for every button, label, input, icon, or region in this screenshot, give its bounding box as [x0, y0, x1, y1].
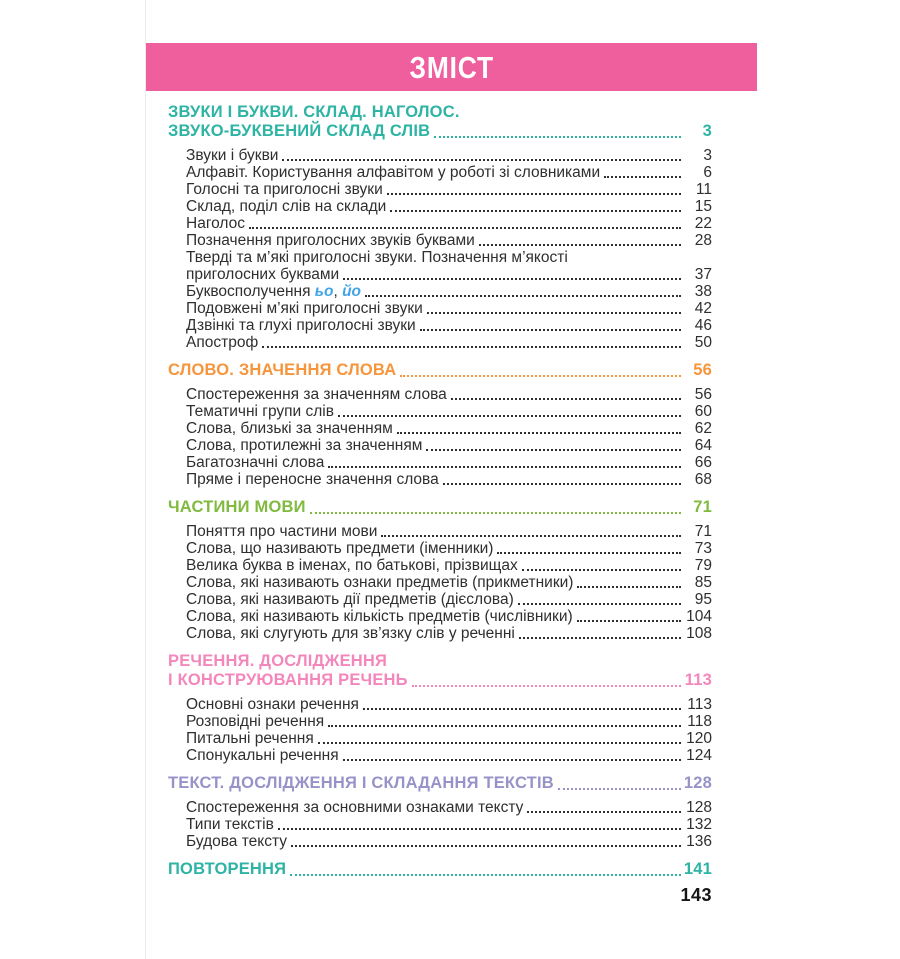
toc-entry-label: Розповідні речення — [186, 713, 325, 730]
page-ref: 64 — [694, 437, 712, 454]
page-ref: 113 — [687, 696, 712, 713]
dot-leader — [291, 845, 681, 847]
toc-entry-label: Слова, що називають предмети (іменники) — [186, 540, 494, 557]
toc-section — [168, 361, 712, 488]
dot-leader — [577, 620, 681, 622]
dot-leader — [522, 569, 681, 571]
section-page-ref: 128 — [683, 774, 712, 792]
toc-entry — [186, 147, 712, 164]
toc-entry-wrap-line — [186, 249, 712, 266]
dot-leader — [278, 828, 681, 830]
toc-entry-label: Спостереження за основними ознаками тексту — [186, 799, 524, 816]
toc-entry — [186, 713, 712, 730]
page-ref: 22 — [694, 215, 712, 232]
toc-entry-label: Звуки і букви — [186, 147, 279, 164]
dot-leader — [420, 329, 681, 331]
page-ref: 104 — [686, 608, 712, 625]
toc-items — [186, 386, 712, 488]
toc-entry — [186, 540, 712, 557]
toc-entry — [186, 471, 712, 488]
dot-leader — [310, 512, 681, 514]
dot-leader — [443, 483, 681, 485]
page-ref: 124 — [686, 747, 712, 764]
page-ref: 28 — [694, 232, 712, 249]
toc-entry — [186, 215, 712, 232]
dot-leader — [412, 685, 681, 687]
toc-entry — [186, 181, 712, 198]
toc-entry-label: Спостереження за значенням слова — [186, 386, 447, 403]
toc-section — [168, 774, 712, 850]
toc-entry — [186, 574, 712, 591]
section-page-ref: 113 — [684, 671, 712, 689]
dot-leader — [328, 725, 681, 727]
dot-leader — [390, 210, 681, 212]
section-page-ref: 56 — [693, 361, 712, 379]
page-ref: 120 — [686, 730, 712, 747]
toc-entry-label: Велика буква в іменах, по батькові, прізвищах — [186, 557, 518, 574]
toc-entry-label: Будова тексту — [186, 833, 287, 850]
toc-entry-label — [186, 283, 361, 300]
dot-leader — [400, 375, 681, 377]
toc-entry-label: Багатозначні слова — [186, 454, 325, 471]
toc-entry — [186, 523, 712, 540]
toc-entry-label: Пряме і переносне значення слова — [186, 471, 439, 488]
dot-leader — [365, 295, 681, 297]
toc-entry-label: Дзвінкі та глухі приголосні звуки — [186, 317, 416, 334]
page-ref: 71 — [694, 523, 712, 540]
page-ref: 85 — [694, 574, 712, 591]
toc-section — [168, 498, 712, 642]
letter-combo-highlight: ьо — [314, 283, 334, 300]
toc-entry — [186, 625, 712, 642]
dot-leader — [558, 788, 681, 790]
page-ref: 56 — [694, 386, 712, 403]
page-ref: 108 — [686, 625, 712, 642]
dot-leader — [397, 432, 681, 434]
page-ref: 15 — [694, 198, 712, 215]
toc-entry-label: Слова, які називають дії предметів (дієслова) — [186, 591, 514, 608]
toc-section-title — [168, 103, 712, 122]
toc-entry — [186, 334, 712, 351]
page-number: 143 — [680, 885, 712, 905]
page-ref: 62 — [694, 420, 712, 437]
dot-leader — [451, 398, 681, 400]
toc-entry-label: Поняття про частини мови — [186, 523, 378, 540]
toc-section-title — [168, 860, 712, 879]
toc-entry — [186, 437, 712, 454]
toc-section-title — [168, 671, 712, 690]
toc-entry — [186, 747, 712, 764]
toc-entry — [186, 198, 712, 215]
page-ref: 50 — [694, 334, 712, 351]
page-ref: 37 — [694, 266, 712, 283]
toc-section-title — [168, 652, 712, 671]
toc-section-title — [168, 774, 712, 793]
toc-section-title — [168, 361, 712, 380]
letter-combo-highlight: йо — [342, 283, 362, 300]
toc-entry — [186, 386, 712, 403]
dot-leader — [343, 759, 681, 761]
toc-entry-text: Буквосполучення — [186, 283, 315, 300]
page-ref: 73 — [694, 540, 712, 557]
dot-leader — [290, 874, 681, 876]
toc-entry-label: приголосних буквами — [186, 266, 340, 283]
page-ref: 3 — [703, 147, 712, 164]
toc-entry — [186, 557, 712, 574]
toc-section-title-text: ЗВУКИ І БУКВИ. СКЛАД. НАГОЛОС. — [168, 103, 460, 121]
toc-section-title — [168, 498, 712, 517]
page-ref: 60 — [694, 403, 712, 420]
toc-entry-label: Алфавіт. Користування алфавітом у роботі зі словниками — [186, 164, 601, 181]
dot-leader — [343, 278, 681, 280]
contents-title: ЗМІСТ — [409, 49, 494, 85]
toc-section — [168, 860, 712, 879]
dot-leader — [338, 415, 681, 417]
dot-leader — [249, 227, 681, 229]
toc-entry-label: Апостроф — [186, 334, 259, 351]
toc-entry — [186, 403, 712, 420]
toc-entry-text: , — [333, 283, 343, 300]
dot-leader — [381, 535, 681, 537]
dot-leader — [577, 586, 681, 588]
dot-leader — [434, 136, 681, 138]
toc-entry — [186, 164, 712, 181]
toc-entry-label: Типи текстів — [186, 816, 274, 833]
toc-entry — [186, 420, 712, 437]
toc-entry-label: Основні ознаки речення — [186, 696, 359, 713]
book-page — [145, 0, 757, 959]
toc-items — [186, 523, 712, 642]
dot-leader — [527, 811, 681, 813]
page-ref: 95 — [694, 591, 712, 608]
toc-entry-label: Позначення приголосних звуків буквами — [186, 232, 475, 249]
page-ref: 128 — [686, 799, 712, 816]
toc-entry-label: Слова, які називають ознаки предметів (прикметники) — [186, 574, 574, 591]
toc-entry — [186, 300, 712, 317]
dot-leader — [282, 159, 681, 161]
toc-entry — [186, 266, 712, 283]
page-ref: 66 — [694, 454, 712, 471]
dot-leader — [328, 466, 681, 468]
page-ref: 136 — [686, 833, 712, 850]
dot-leader — [479, 244, 681, 246]
toc-items — [186, 799, 712, 850]
toc-entry — [186, 283, 712, 300]
toc-section-title-text: СЛОВО. ЗНАЧЕННЯ СЛОВА — [168, 361, 397, 379]
toc-section-title-text: РЕЧЕННЯ. ДОСЛІДЖЕННЯ — [168, 652, 388, 670]
toc-entry-label: Питальні речення — [186, 730, 314, 747]
toc-section — [168, 652, 712, 764]
toc-section-title-text: ЧАСТИНИ МОВИ — [168, 498, 306, 516]
section-page-ref: 71 — [693, 498, 712, 516]
dot-leader — [262, 346, 681, 348]
toc-section-title-text: ЗВУКО-БУКВЕНИЙ СКЛАД СЛІВ — [168, 122, 431, 140]
dot-leader — [387, 193, 681, 195]
page-ref: 118 — [687, 713, 712, 730]
dot-leader — [426, 449, 681, 451]
section-page-ref: 3 — [702, 122, 712, 140]
toc-entry-label: Наголос — [186, 215, 245, 232]
page-ref: 6 — [703, 164, 712, 181]
toc-section-title-text: ТЕКСТ. ДОСЛІДЖЕННЯ І СКЛАДАННЯ ТЕКСТІВ — [168, 774, 554, 792]
dot-leader — [518, 603, 681, 605]
dot-leader — [318, 742, 681, 744]
toc-entry — [186, 608, 712, 625]
toc-entry-label: Спонукальні речення — [186, 747, 339, 764]
dot-leader — [519, 637, 681, 639]
dot-leader — [427, 312, 681, 314]
toc-section-title-text: І КОНСТРУЮВАННЯ РЕЧЕНЬ — [168, 671, 408, 689]
toc-entry — [186, 317, 712, 334]
page-ref: 132 — [686, 816, 712, 833]
toc-entry — [186, 591, 712, 608]
toc-section-title — [168, 122, 712, 141]
toc — [146, 91, 757, 879]
toc-entry — [186, 816, 712, 833]
page-ref: 38 — [694, 283, 712, 300]
toc-entry — [186, 696, 712, 713]
dot-leader — [363, 708, 681, 710]
toc-entry — [186, 730, 712, 747]
toc-entry-label: Голосні та приголосні звуки — [186, 181, 383, 198]
toc-section-title-text: ПОВТОРЕННЯ — [168, 860, 287, 878]
toc-items — [186, 696, 712, 764]
toc-entry-label: Тематичні групи слів — [186, 403, 334, 420]
toc-entry — [186, 799, 712, 816]
toc-entry — [186, 454, 712, 471]
toc-entry — [186, 232, 712, 249]
page-ref: 11 — [695, 181, 712, 198]
toc-items — [186, 147, 712, 351]
toc-section — [168, 103, 712, 351]
page-ref: 46 — [694, 317, 712, 334]
toc-entry-label: Слова, близькі за значенням — [186, 420, 393, 437]
toc-entry-label: Склад, поділ слів на склади — [186, 198, 387, 215]
dot-leader — [604, 176, 681, 178]
toc-entry-label: Слова, які слугують для зв’язку слів у реченні — [186, 625, 515, 642]
toc-entry-label: Слова, які називають кількість предметів (числівники) — [186, 608, 573, 625]
page-ref: 42 — [694, 300, 712, 317]
page-ref: 79 — [694, 557, 712, 574]
page-ref: 68 — [694, 471, 712, 488]
dot-leader — [497, 552, 681, 554]
toc-entry-label: Тверді та м’які приголосні звуки. Позначення м’якості — [186, 249, 568, 266]
toc-entry — [186, 833, 712, 850]
section-page-ref: 141 — [683, 860, 712, 878]
toc-entry-label: Слова, протилежні за значенням — [186, 437, 423, 454]
contents-banner — [146, 43, 757, 91]
toc-entry-label: Подовжені м’які приголосні звуки — [186, 300, 423, 317]
